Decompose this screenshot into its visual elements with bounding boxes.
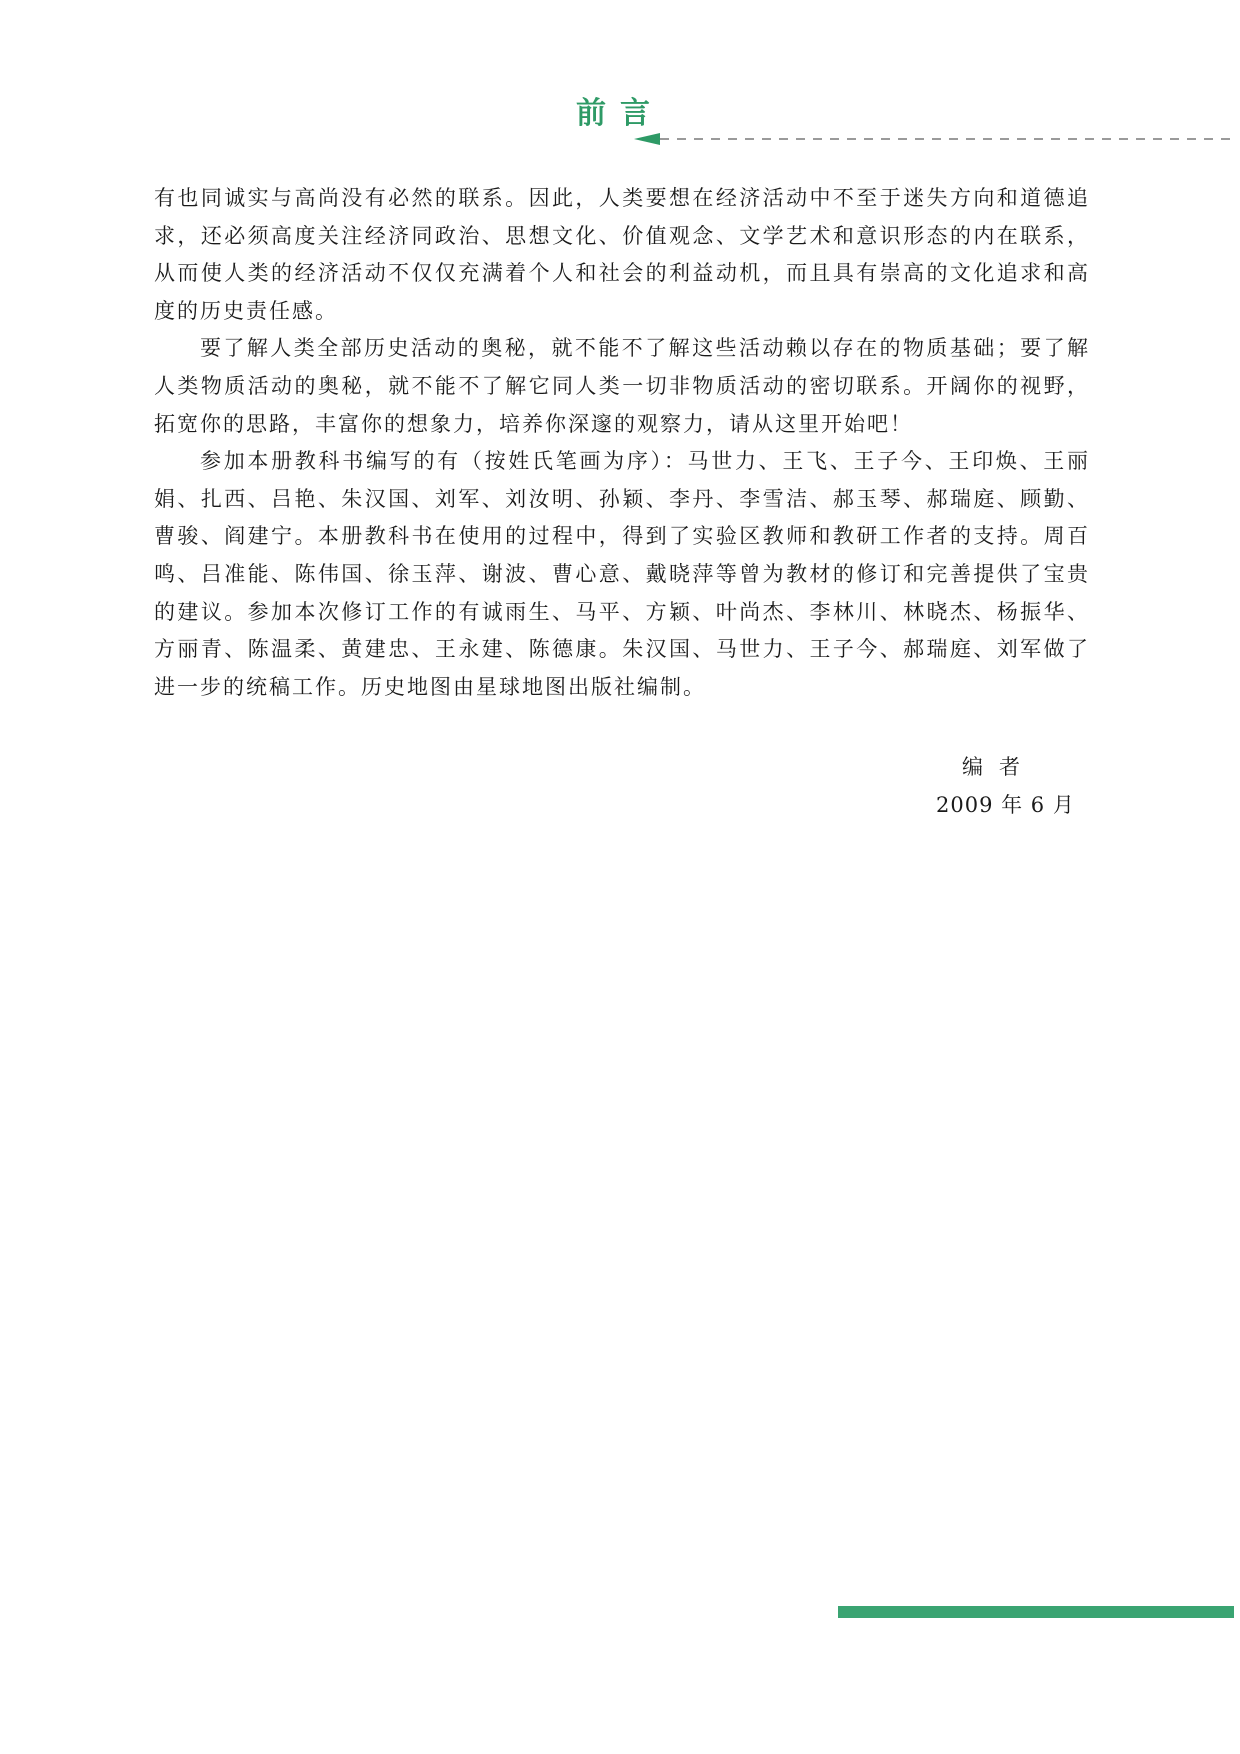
signature-date: 2009 年 6 月 [936,793,1075,817]
signature-block [900,748,1120,824]
paragraph: 有也同诚实与高尚没有必然的联系。因此，人类要想在经济活动中不至于迷失方向和道德追求，还必须高度关注经济同政治、思想文化、价值观念、文学艺术和意识形态的内在联系，从而使人类的经济活动不仅仅充满着个人和社会的利益动机，而且具有崇高的文化追求和高度的历史责任感。 [154,186,1090,323]
footer-accent-bar [838,1606,1234,1618]
paragraph: 要了解人类全部历史活动的奥秘，就不能不了解这些活动赖以存在的物质基础；要了解人类物质活动的奥秘，就不能不了解它同人类一切非物质活动的密切联系。开阔你的视野，拓宽你的思路，丰富你的想象力，培养你深邃的观察力，请从这里开始吧！ [154,336,1090,436]
arrow-left-icon [634,133,660,145]
body-text [154,180,1090,706]
paragraph: 参加本册教科书编写的有（按姓氏笔画为序）：马世力、王飞、王子今、王印焕、王丽娟、扎西、吕艳、朱汉国、刘军、刘汝明、孙颖、李丹、李雪洁、郝玉琴、郝瑞庭、顾勤、曹骏、阎建宁。本册教科书在使用的过程中，得到了实验区教师和教研工作者的支持。周百鸣、吕准能、陈伟国、徐玉萍、谢波、曹心意、戴晓萍等曾为教材的修订和完善提供了宝贵的建议。参加本次修订工作的有诚雨生、马平、方颖、叶尚杰、李林川、林晓杰、杨振华、方丽青、陈温柔、黄建忠、王永建、陈德康。朱汉国、马世力、王子今、郝瑞庭、刘军做了进一步的统稿工作。历史地图由星球地图出版社编制。 [154,449,1090,699]
editor-signature: 编者 [962,755,1036,779]
header-divider [634,129,1234,149]
page-title: 前言 [576,96,664,131]
